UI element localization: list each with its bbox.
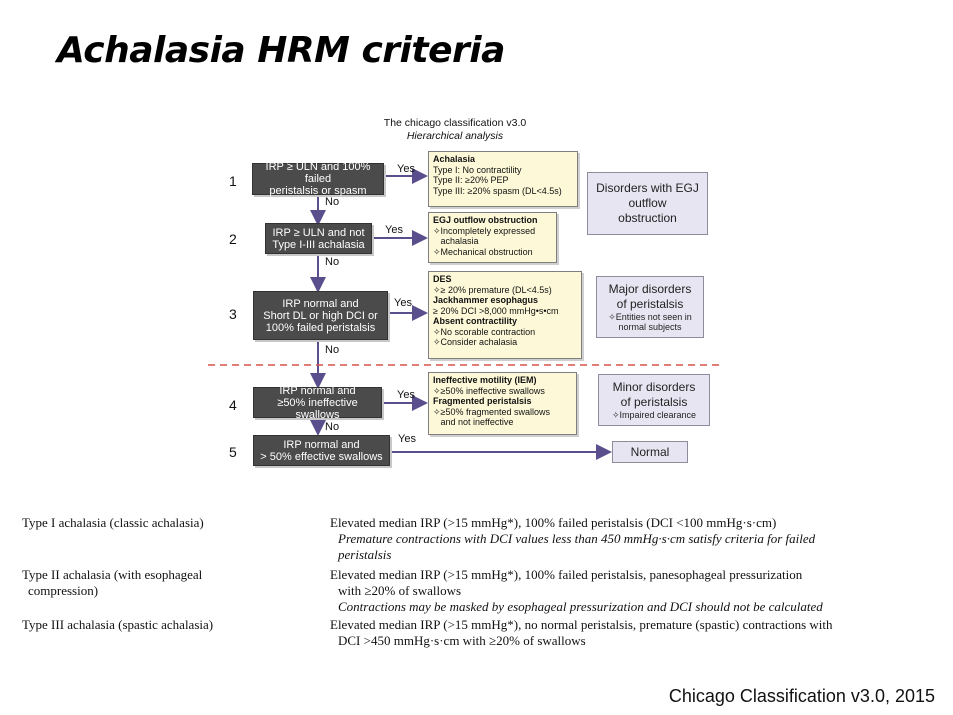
criteria-desc-line: Elevated median IRP (>15 mmHg*), no normal peristalsis, premature (spastic) contractions with	[330, 617, 833, 632]
category-line: of peristalsis	[616, 297, 684, 311]
outcome-line: ✧≥50% fragmented swallows	[433, 406, 551, 417]
category-note: normal subjects	[618, 322, 682, 332]
question-line: IRP ≥ ULN and 100% failed	[265, 161, 371, 185]
question-line: IRP ≥ ULN and not	[272, 226, 365, 239]
criteria-type-line: Type II achalasia (with esophageal	[22, 567, 203, 582]
step-number-1: 1	[229, 173, 237, 189]
outcome-box-achalasia	[428, 151, 578, 207]
category-line: Minor disorders	[612, 380, 696, 394]
question-line: Type I-III achalasia	[272, 238, 365, 251]
criteria-desc-line: Elevated median IRP (>15 mmHg*), 100% failed peristalsis, panesophageal pressurization	[330, 567, 803, 582]
category-line: Major disorders	[608, 282, 692, 296]
outcome-box-major	[428, 271, 582, 359]
question-line: ≥50% ineffective swallows	[277, 396, 358, 421]
question-line: > 50% effective swallows	[260, 450, 383, 463]
yes-label-1: Yes	[397, 163, 415, 175]
outcome-line: Fragmented peristalsis	[433, 396, 532, 406]
criteria-type-3	[22, 617, 322, 633]
criteria-desc-line: DCI >450 mmHg·s·cm with ≥20% of swallows	[338, 633, 586, 648]
step-number-4: 4	[229, 397, 237, 413]
criteria-desc-line: Premature contractions with DCI values less than 450 mmHg·s·cm satisfy criteria for failed	[338, 531, 816, 546]
no-label-1: No	[325, 196, 340, 208]
criteria-type-2	[22, 567, 322, 599]
outcome-line: ✧Consider achalasia	[433, 337, 518, 347]
step-number-2: 2	[229, 231, 237, 247]
question-line: Short DL or high DCI or	[263, 309, 378, 322]
category-box-major	[596, 276, 704, 338]
no-label-2: No	[325, 256, 340, 268]
no-label-4: No	[325, 421, 340, 433]
category-box-minor	[598, 374, 710, 426]
question-line: 100% failed peristalsis	[265, 321, 376, 334]
outcome-line: Jackhammer esophagus	[433, 295, 539, 305]
question-box-3	[253, 291, 388, 340]
question-box-2	[265, 223, 372, 254]
source-citation: Chicago Classification v3.0, 2015	[668, 686, 935, 706]
criteria-desc-3	[330, 617, 930, 649]
criteria-desc-2	[330, 567, 930, 615]
outcome-line: ✧Incompletely expressed	[433, 225, 536, 236]
outcome-box-egj	[428, 212, 557, 263]
question-line: IRP normal and	[282, 297, 359, 310]
outcome-line: ≥ 20% DCI >8,000 mmHg•s•cm	[433, 305, 559, 316]
outcome-line: Type III: ≥20% spasm (DL<4.5s)	[433, 185, 562, 196]
criteria-type-1	[22, 515, 322, 531]
outcome-line: ✧Mechanical obstruction	[433, 246, 533, 257]
outcome-line: achalasia	[433, 236, 479, 246]
category-box-normal	[612, 441, 688, 463]
diagram-subtitle: Hierarchical analysis	[406, 130, 504, 142]
question-line: IRP normal and	[279, 384, 356, 397]
no-label-3: No	[325, 344, 340, 356]
category-note: ✧Impaired clearance	[611, 410, 697, 420]
slide-title: Achalasia HRM criteria	[57, 30, 505, 71]
category-line: Normal	[630, 444, 670, 459]
outcome-line: ✧≥ 20% premature (DL<4.5s)	[433, 284, 552, 295]
yes-label-3: Yes	[394, 297, 412, 309]
category-line: Disorders with EGJ	[596, 181, 699, 195]
yes-label-2: Yes	[385, 224, 403, 236]
question-line: peristalsis or spasm	[269, 185, 367, 197]
outcome-line: Achalasia	[433, 154, 476, 164]
category-note: ✧Entities not seen in	[608, 312, 692, 322]
outcome-line: EGJ outflow obstruction	[433, 215, 538, 225]
outcome-line: Ineffective motility (IEM)	[433, 375, 537, 385]
criteria-type-line: compression)	[28, 583, 99, 598]
outcome-line: and not ineffective	[433, 417, 514, 427]
category-line: outflow	[628, 196, 667, 210]
category-box-egj	[587, 172, 708, 235]
outcome-line: ✧No scorable contraction	[433, 326, 536, 337]
step-number-3: 3	[229, 306, 237, 322]
criteria-desc-line: with ≥20% of swallows	[338, 583, 462, 598]
question-line: IRP normal and	[283, 438, 360, 451]
criteria-desc-line: Contractions may be masked by esophageal pressurization and DCI should not be calculated	[338, 599, 823, 614]
step-number-5: 5	[229, 444, 237, 460]
criteria-type-line: Type III achalasia (spastic achalasia)	[22, 617, 214, 632]
outcome-line: Absent contractility	[433, 316, 518, 326]
yes-label-5: Yes	[398, 433, 416, 445]
category-line: of peristalsis	[620, 395, 688, 409]
criteria-desc-1	[330, 515, 930, 563]
outcome-line: DES	[433, 274, 452, 284]
question-box-5	[253, 435, 390, 466]
criteria-type-line: Type I achalasia (classic achalasia)	[22, 515, 204, 530]
outcome-line: Type II: ≥20% PEP	[433, 175, 509, 185]
outcome-line: Type I: No contractility	[433, 164, 522, 175]
diagram-title: The chicago classification v3.0	[383, 117, 527, 129]
question-box-4	[253, 384, 382, 421]
criteria-desc-line: Elevated median IRP (>15 mmHg*), 100% failed peristalsis (DCI <100 mmHg·s·cm)	[330, 515, 777, 530]
criteria-desc-line: peristalsis	[338, 547, 392, 562]
outcome-box-minor	[428, 372, 577, 435]
yes-label-4: Yes	[397, 389, 415, 401]
category-line: obstruction	[618, 211, 677, 225]
question-box-1	[252, 163, 384, 195]
outcome-line: ✧≥50% ineffective swallows	[433, 385, 545, 396]
